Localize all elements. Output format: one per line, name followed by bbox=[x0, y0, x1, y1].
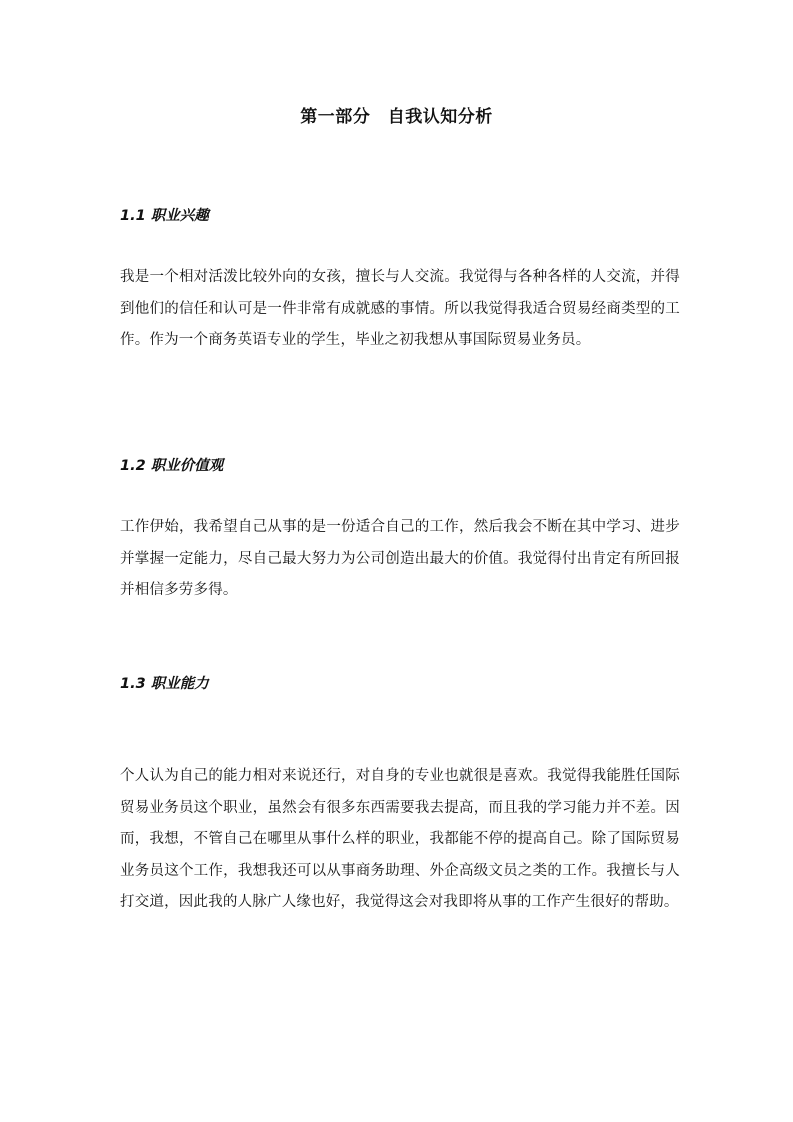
page-title: 第一部分 自我认知分析 bbox=[300, 107, 493, 127]
section-heading-interest: 1.1 职业兴趣 bbox=[120, 208, 209, 224]
section-heading-values: 1.2 职业价值观 bbox=[120, 458, 224, 474]
paragraph-ability: 个人认为自己的能力相对来说还行，对自身的专业也就很是喜欢。我觉得我能胜任国际贸易业务员这个职业，虽然会有很多东西需要我去提高，而且我的学习能力并不差。因而，我想，不管自己在哪里从事什么样的职业，我都能不停的提高自己。除了国际贸易业务员这个工作，我想我还可以从事商务助理、外企高级文员之类的工作。我擅长与人打交道，因此我的人脉广人缘也好，我觉得这会对我即将从事的工作产生很好的帮助。 bbox=[120, 768, 680, 910]
section-heading-ability: 1.3 职业能力 bbox=[120, 676, 209, 692]
paragraph-interest: 我是一个相对活泼比较外向的女孩，擅长与人交流。我觉得与各种各样的人交流，并得到他们的信任和认可是一件非常有成就感的事情。所以我觉得我适合贸易经商类型的工作。作为一个商务英语专业的学生，毕业之初我想从事国际贸易业务员。 bbox=[120, 269, 680, 348]
paragraph-values: 工作伊始，我希望自己从事的是一份适合自己的工作，然后我会不断在其中学习、进步并掌握一定能力，尽自己最大努力为公司创造出最大的价值。我觉得付出肯定有所回报并相信多劳多得。 bbox=[120, 519, 680, 598]
